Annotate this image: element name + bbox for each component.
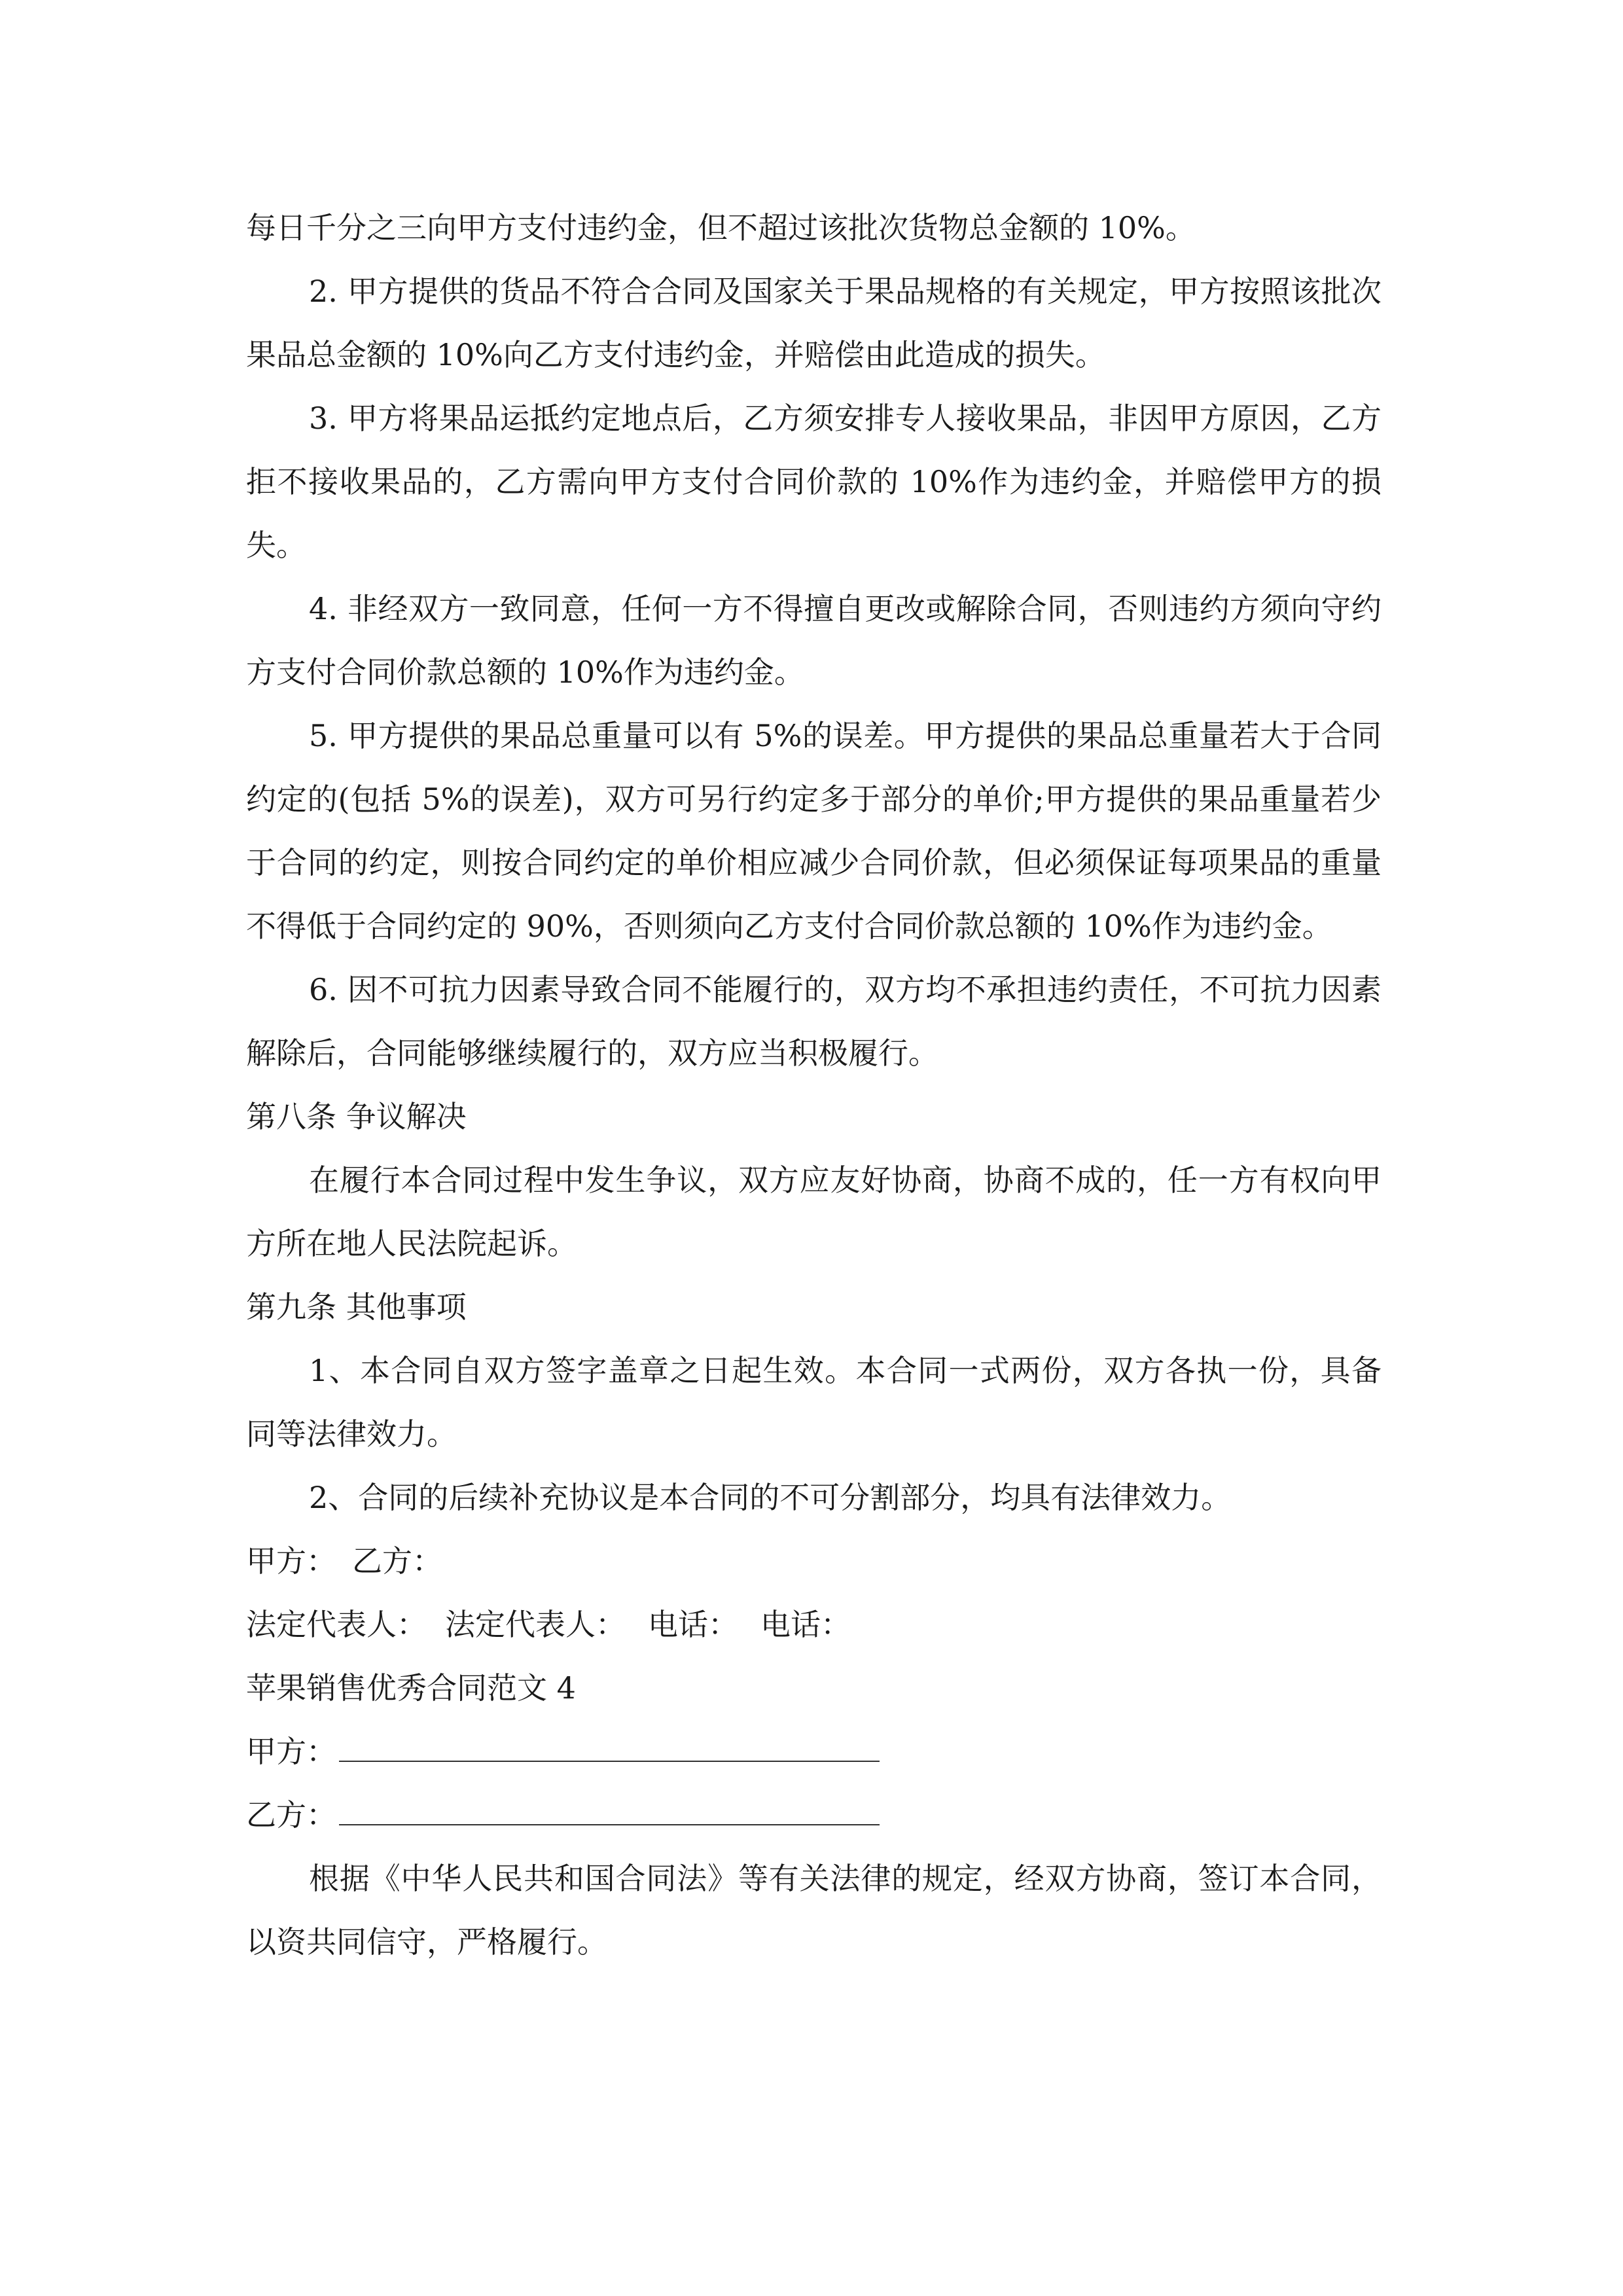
closing-paragraph: 根据《中华人民共和国合同法》等有关法律的规定，经双方协商，签订本合同，以资共同信守，严格履行。 (246, 1861, 1382, 1960)
clause-3: 3. 甲方将果品运抵约定地点后，乙方须安排专人接收果品，非因甲方原因，乙方拒不接收果品的，乙方需向甲方支付合同价款的 10%作为违约金，并赔偿甲方的损失。 (246, 401, 1382, 563)
next-contract-title: 苹果销售优秀合同范文 4 (246, 1670, 576, 1706)
article-9-item-2: 2、合同的后续补充协议是本合同的不可分割部分，均具有法律效力。 (309, 1480, 1232, 1515)
clause-6: 6. 因不可抗力因素导致合同不能履行的，双方均不承担违约责任，不可抗力因素解除后，合同能够继续履行的，双方应当积极履行。 (246, 972, 1382, 1071)
rep-b-label: 法定代表人： (445, 1607, 626, 1642)
phone-a-label: 电话： (648, 1607, 738, 1642)
article-8-heading: 第八条 争议解决 (246, 1099, 467, 1134)
document-body (246, 196, 1382, 1974)
party-b-blank-field[interactable] (339, 1790, 880, 1825)
clause-2: 2. 甲方提供的货品不符合合同及国家关于果品规格的有关规定，甲方按照该批次果品总金额的 10%向乙方支付违约金，并赔偿由此造成的损失。 (246, 274, 1382, 372)
party-a-blank-field[interactable] (339, 1727, 880, 1762)
blank-party-b-label: 乙方： (246, 1797, 336, 1833)
party-b-label: 乙方： (352, 1543, 442, 1579)
blank-party-b-line (246, 1784, 1382, 1847)
paragraph-continuation: 每日千分之三向甲方支付违约金，但不超过该批次货物总金额的 10%。 (246, 210, 1196, 245)
article-9-heading: 第九条 其他事项 (246, 1289, 467, 1325)
signature-reps-line (246, 1593, 1382, 1657)
party-a-label: 甲方： (246, 1543, 336, 1579)
blank-party-a-line (246, 1720, 1382, 1784)
article-8-body: 在履行本合同过程中发生争议，双方应友好协商，协商不成的，任一方有权向甲方所在地人民法院起诉。 (246, 1162, 1382, 1261)
blank-party-a-label: 甲方： (246, 1734, 336, 1769)
rep-a-label: 法定代表人： (246, 1607, 427, 1642)
clause-4: 4. 非经双方一致同意，任何一方不得擅自更改或解除合同，否则违约方须向守约方支付合同价款总额的 10%作为违约金。 (246, 591, 1382, 690)
clause-5: 5. 甲方提供的果品总重量可以有 5%的误差。甲方提供的果品总重量若大于合同约定的(包括 5%的误差)，双方可另行约定多于部分的单价;甲方提供的果品重量若少于合同的约定，则按合同约定的单价相应减少合同价款，但必须保证每项果品的重量不得低于合同约定的 90%，否则须向乙方支付合同价款总额的 10%作为违约金。 (246, 718, 1382, 944)
phone-b-label: 电话： (760, 1607, 851, 1642)
signature-parties-line (246, 1530, 1382, 1593)
article-9-item-1: 1、本合同自双方签字盖章之日起生效。本合同一式两份，双方各执一份，具备同等法律效力。 (246, 1353, 1382, 1452)
